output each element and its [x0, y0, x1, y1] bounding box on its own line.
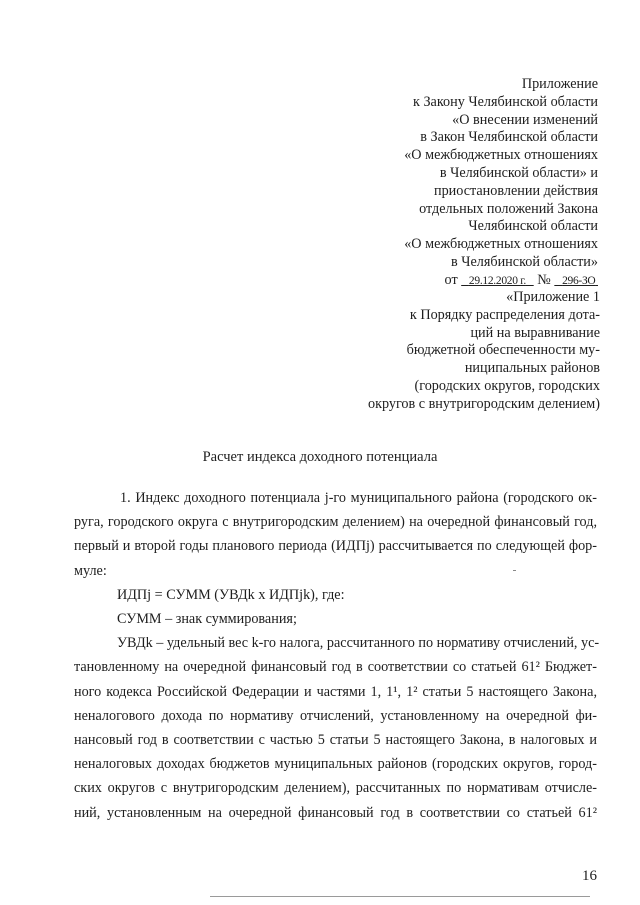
header-line: «О внесении изменений [452, 111, 598, 128]
header-line: «О межбюджетных отношениях [404, 236, 598, 253]
header-line: отдельных положений Закона [419, 200, 598, 217]
header-line: к Закону Челябинской области [413, 93, 598, 110]
header-line: в Челябинской области» [451, 253, 598, 270]
procedure-line: к Порядку распределения дота- [409, 306, 600, 323]
body-line: муле: [74, 562, 107, 579]
law-date: 29.12.2020 г. [468, 274, 526, 287]
body-line: ний, установленным на очередной финансовый год в соответствии со статьей 61² [74, 804, 597, 821]
body-line: УВДk – удельный вес k-го налога, рассчитанного по нормативу отчислений, ус- [117, 635, 600, 652]
law-number: 296-ЗО [562, 274, 596, 287]
header-line: в Закон Челябинской области [420, 129, 598, 146]
number-sign: № [537, 271, 551, 288]
page-number: 16 [582, 868, 597, 884]
law-appendix-header [404, 76, 598, 291]
procedure-line: бюджетной обеспеченности му- [406, 342, 600, 359]
bottom-rule [210, 896, 590, 897]
header-line: приостановлении действия [433, 182, 598, 199]
header-line: «О межбюджетных отношениях [404, 147, 598, 164]
body-text [74, 486, 600, 825]
body-line: нансовый год в соответствии с частью 5 статьи 5 настоящего Закона, в налоговых и [74, 732, 597, 749]
body-line: 1. Индекс доходного потенциала j-го муниципального района (городского ок- [120, 490, 597, 506]
procedure-appendix-header [368, 289, 600, 414]
body-line: неналоговых доходах бюджетов муниципальных районов (городских округов, город- [74, 756, 597, 773]
document-title: Расчет индекса доходного потенциала [202, 449, 438, 465]
body-line: руга, городского округа с внутригородским делением) на очередной финансовый год, [74, 514, 597, 531]
body-line: ских округов с внутригородским делением), рассчитанных по нормативам отчисле- [74, 780, 597, 797]
procedure-line: ниципальных районов [464, 360, 600, 377]
law-date-number [404, 272, 598, 291]
procedure-line: ций на выравнивание [470, 324, 600, 341]
body-line: тановленному на очередной финансовый год в соответствии со статьей 61² Бюджет- [74, 659, 597, 676]
header-line: Приложение [521, 76, 598, 92]
procedure-line: (городских округов, городских [414, 377, 600, 394]
body-line: первый и второй годы планового периода (ИДПj) рассчитывается по следующей фор- [74, 538, 597, 555]
date-prefix: от [444, 271, 458, 288]
formula: ИДПj = СУММ (УВДk x ИДПjk), где: [117, 586, 345, 603]
procedure-line: округов с внутригородским делением) [367, 395, 600, 412]
body-line: СУММ – знак суммирования; [117, 611, 297, 628]
header-line: в Челябинской области» и [439, 164, 598, 181]
body-line: ного кодекса Российской Федерации и частями 1, 1¹, 1² статьи 5 настоящего Закона, [74, 683, 597, 700]
header-line: Челябинской области [468, 218, 598, 235]
body-line: неналогового дохода по нормативу отчислений, установленному на очередной фи- [74, 707, 597, 724]
procedure-line: «Приложение 1 [506, 289, 600, 305]
scan-speck [513, 570, 516, 571]
